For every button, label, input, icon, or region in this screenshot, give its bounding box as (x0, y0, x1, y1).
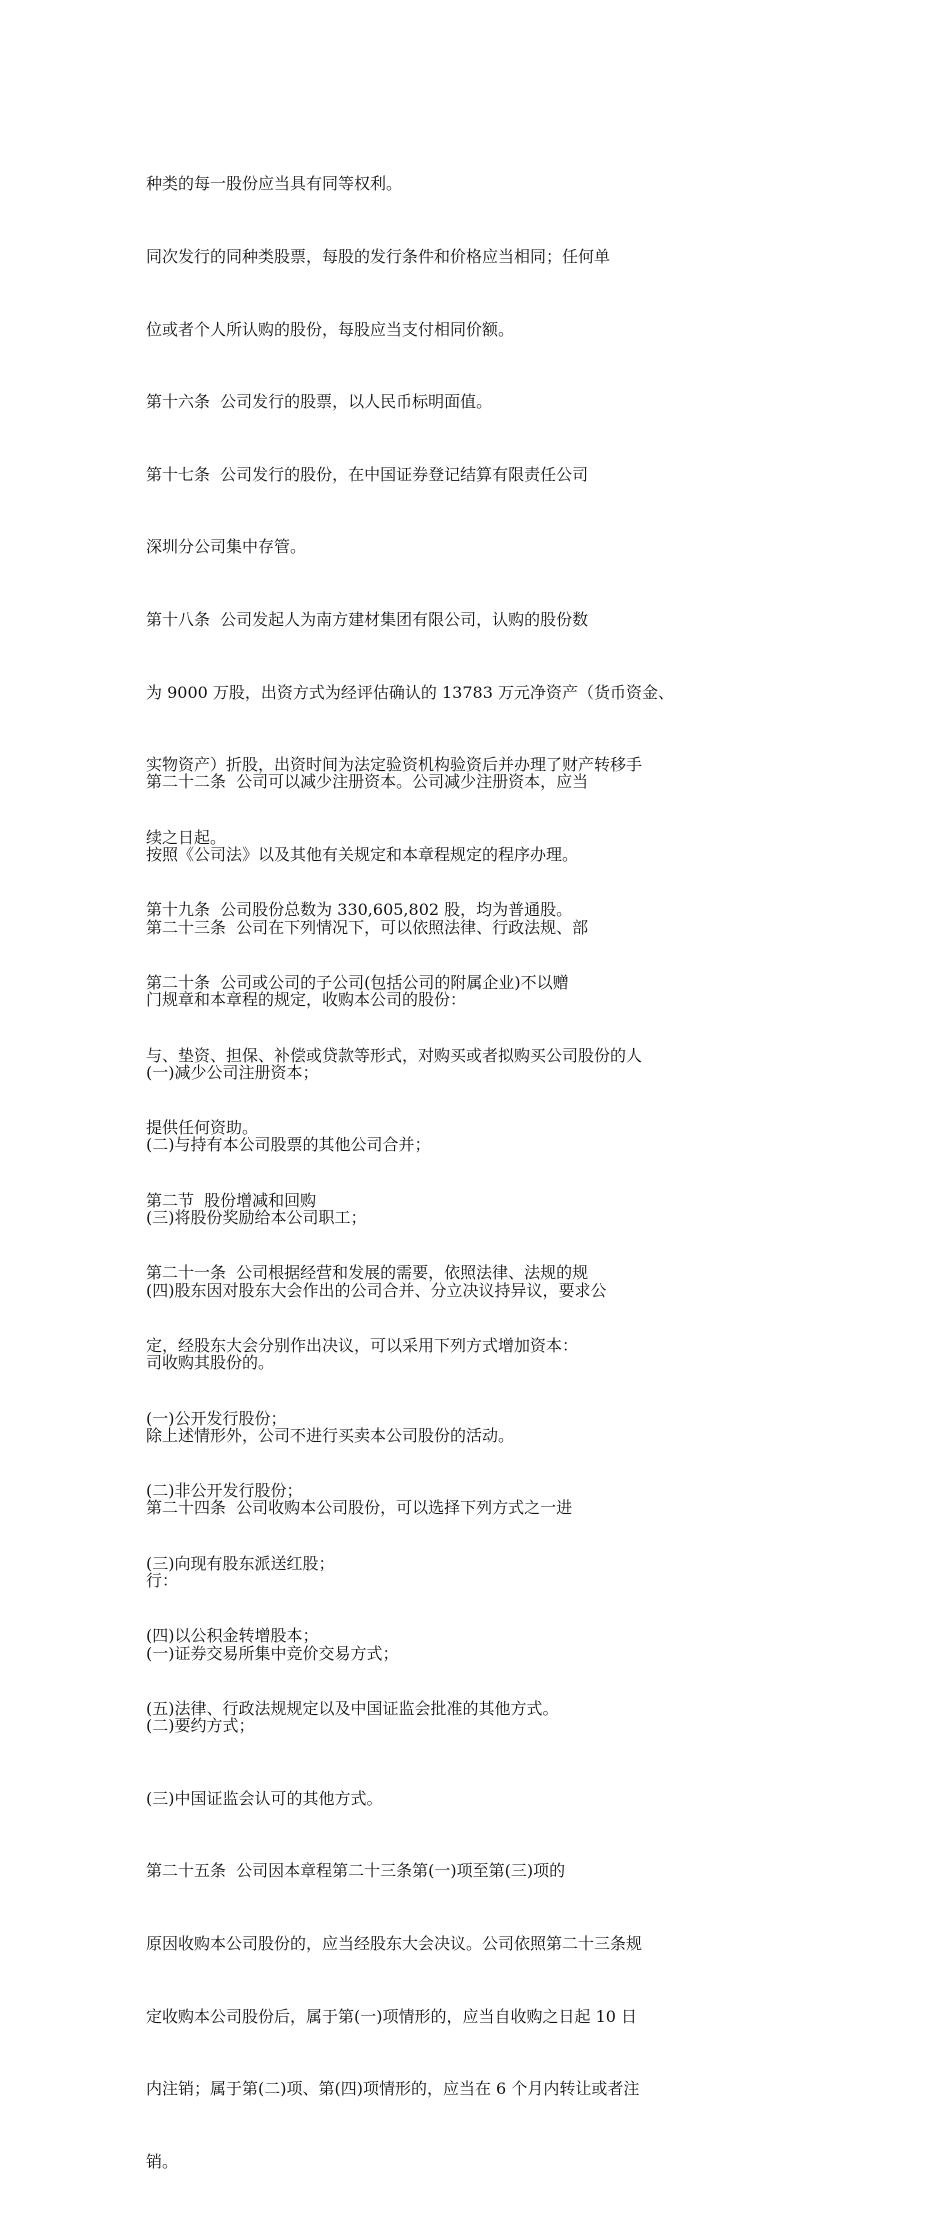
list-item: (五)法律、行政法规规定以及中国证监会批准的其他方式。 (146, 1698, 559, 1718)
text-line: 销。 (146, 2151, 179, 2171)
list-item: (一)减少公司注册资本； (146, 1062, 319, 1082)
section-heading: 第二节 股份增减和回购 (146, 1190, 317, 1210)
text-line: 续之日起。 (146, 827, 227, 847)
text-line: 原因收购本公司股份的，应当经股东大会决议。公司依照第二十三条规 (146, 1933, 643, 1953)
list-item: (一)公开发行股份； (146, 1408, 287, 1428)
text-line: 除上述情形外，公司不进行买卖本公司股份的活动。 (146, 1425, 515, 1445)
text-line: 门规章和本章程的规定，收购本公司的股份： (146, 990, 467, 1010)
list-item: (四)股东因对股东大会作出的公司合并、分立决议持异议，要求公 (146, 1280, 607, 1300)
article-18-line: 第十八条 公司发起人为南方建材集团有限公司，认购的股份数 (146, 609, 589, 629)
article-24-line: 第二十四条 公司收购本公司股份，可以选择下列方式之一进 (146, 1498, 573, 1518)
text-line: 与、垫资、担保、补偿或贷款等形式，对购买或者拟购买公司股份的人 (146, 1045, 643, 1065)
text-line: 深圳分公司集中存管。 (146, 537, 307, 557)
article-21-line: 第二十一条 公司根据经营和发展的需要，依照法律、法规的规 (146, 1263, 589, 1283)
article-20-line: 第二十条 公司或公司的子公司(包括公司的附属企业)不以赠 (146, 972, 569, 992)
articles-text-block-2 (146, 722, 706, 2222)
text-line: 为 9000 万股，出资方式为经评估确认的 13783 万元净资产（货币资金、 (146, 682, 674, 702)
text-line: 定收购本公司股份后，属于第(一)项情形的，应当自收购之日起 10 日 (146, 2006, 638, 2026)
text-line: 定，经股东大会分别作出决议，可以采用下列方式增加资本： (146, 1335, 579, 1355)
list-item: (四)以公积金转增股本； (146, 1626, 319, 1646)
article-16-line: 第十六条 公司发行的股票，以人民币标明面值。 (146, 392, 493, 412)
text-line: 实物资产）折股，出资时间为法定验资机构验资后并办理了财产转移手 (146, 755, 643, 775)
article-17-line: 第十七条 公司发行的股份，在中国证券登记结算有限责任公司 (146, 464, 589, 484)
text-line: 位或者个人所认购的股份，每股应当支付相同价额。 (146, 319, 515, 339)
list-item: (一)证券交易所集中竞价交易方式； (146, 1643, 399, 1663)
text-line: 提供任何资助。 (146, 1118, 259, 1138)
article-23-line: 第二十三条 公司在下列情况下，可以依照法律、行政法规、部 (146, 917, 589, 937)
list-item: (二)与持有本公司股票的其他公司合并； (146, 1135, 431, 1155)
article-22-line: 第二十二条 公司可以减少注册资本。公司减少注册资本，应当 (146, 772, 589, 792)
list-item: (三)将股份奖励给本公司职工； (146, 1207, 367, 1227)
article-25-line: 第二十五条 公司因本章程第二十三条第(一)项至第(三)项的 (146, 1861, 566, 1881)
text-line: 种类的每一股份应当具有同等权利。 (146, 174, 403, 194)
list-item: (三)向现有股东派送红股； (146, 1553, 335, 1573)
article-19-line: 第十九条 公司股份总数为 330,605,802 股，均为普通股。 (146, 900, 573, 920)
text-line: 内注销；属于第(二)项、第(四)项情形的，应当在 6 个月内转让或者注 (146, 2079, 640, 2099)
list-item: (三)中国证监会认可的其他方式。 (146, 1788, 383, 1808)
text-line: 行： (146, 1570, 179, 1590)
text-line: 司收购其股份的。 (146, 1353, 275, 1373)
text-line: 按照《公司法》以及其他有关规定和本章程规定的程序办理。 (146, 845, 579, 864)
list-item: (二)非公开发行股份； (146, 1481, 303, 1501)
list-item: (二)要约方式； (146, 1716, 255, 1736)
text-line: 同次发行的同种类股票，每股的发行条件和价格应当相同；任何单 (146, 247, 611, 266)
